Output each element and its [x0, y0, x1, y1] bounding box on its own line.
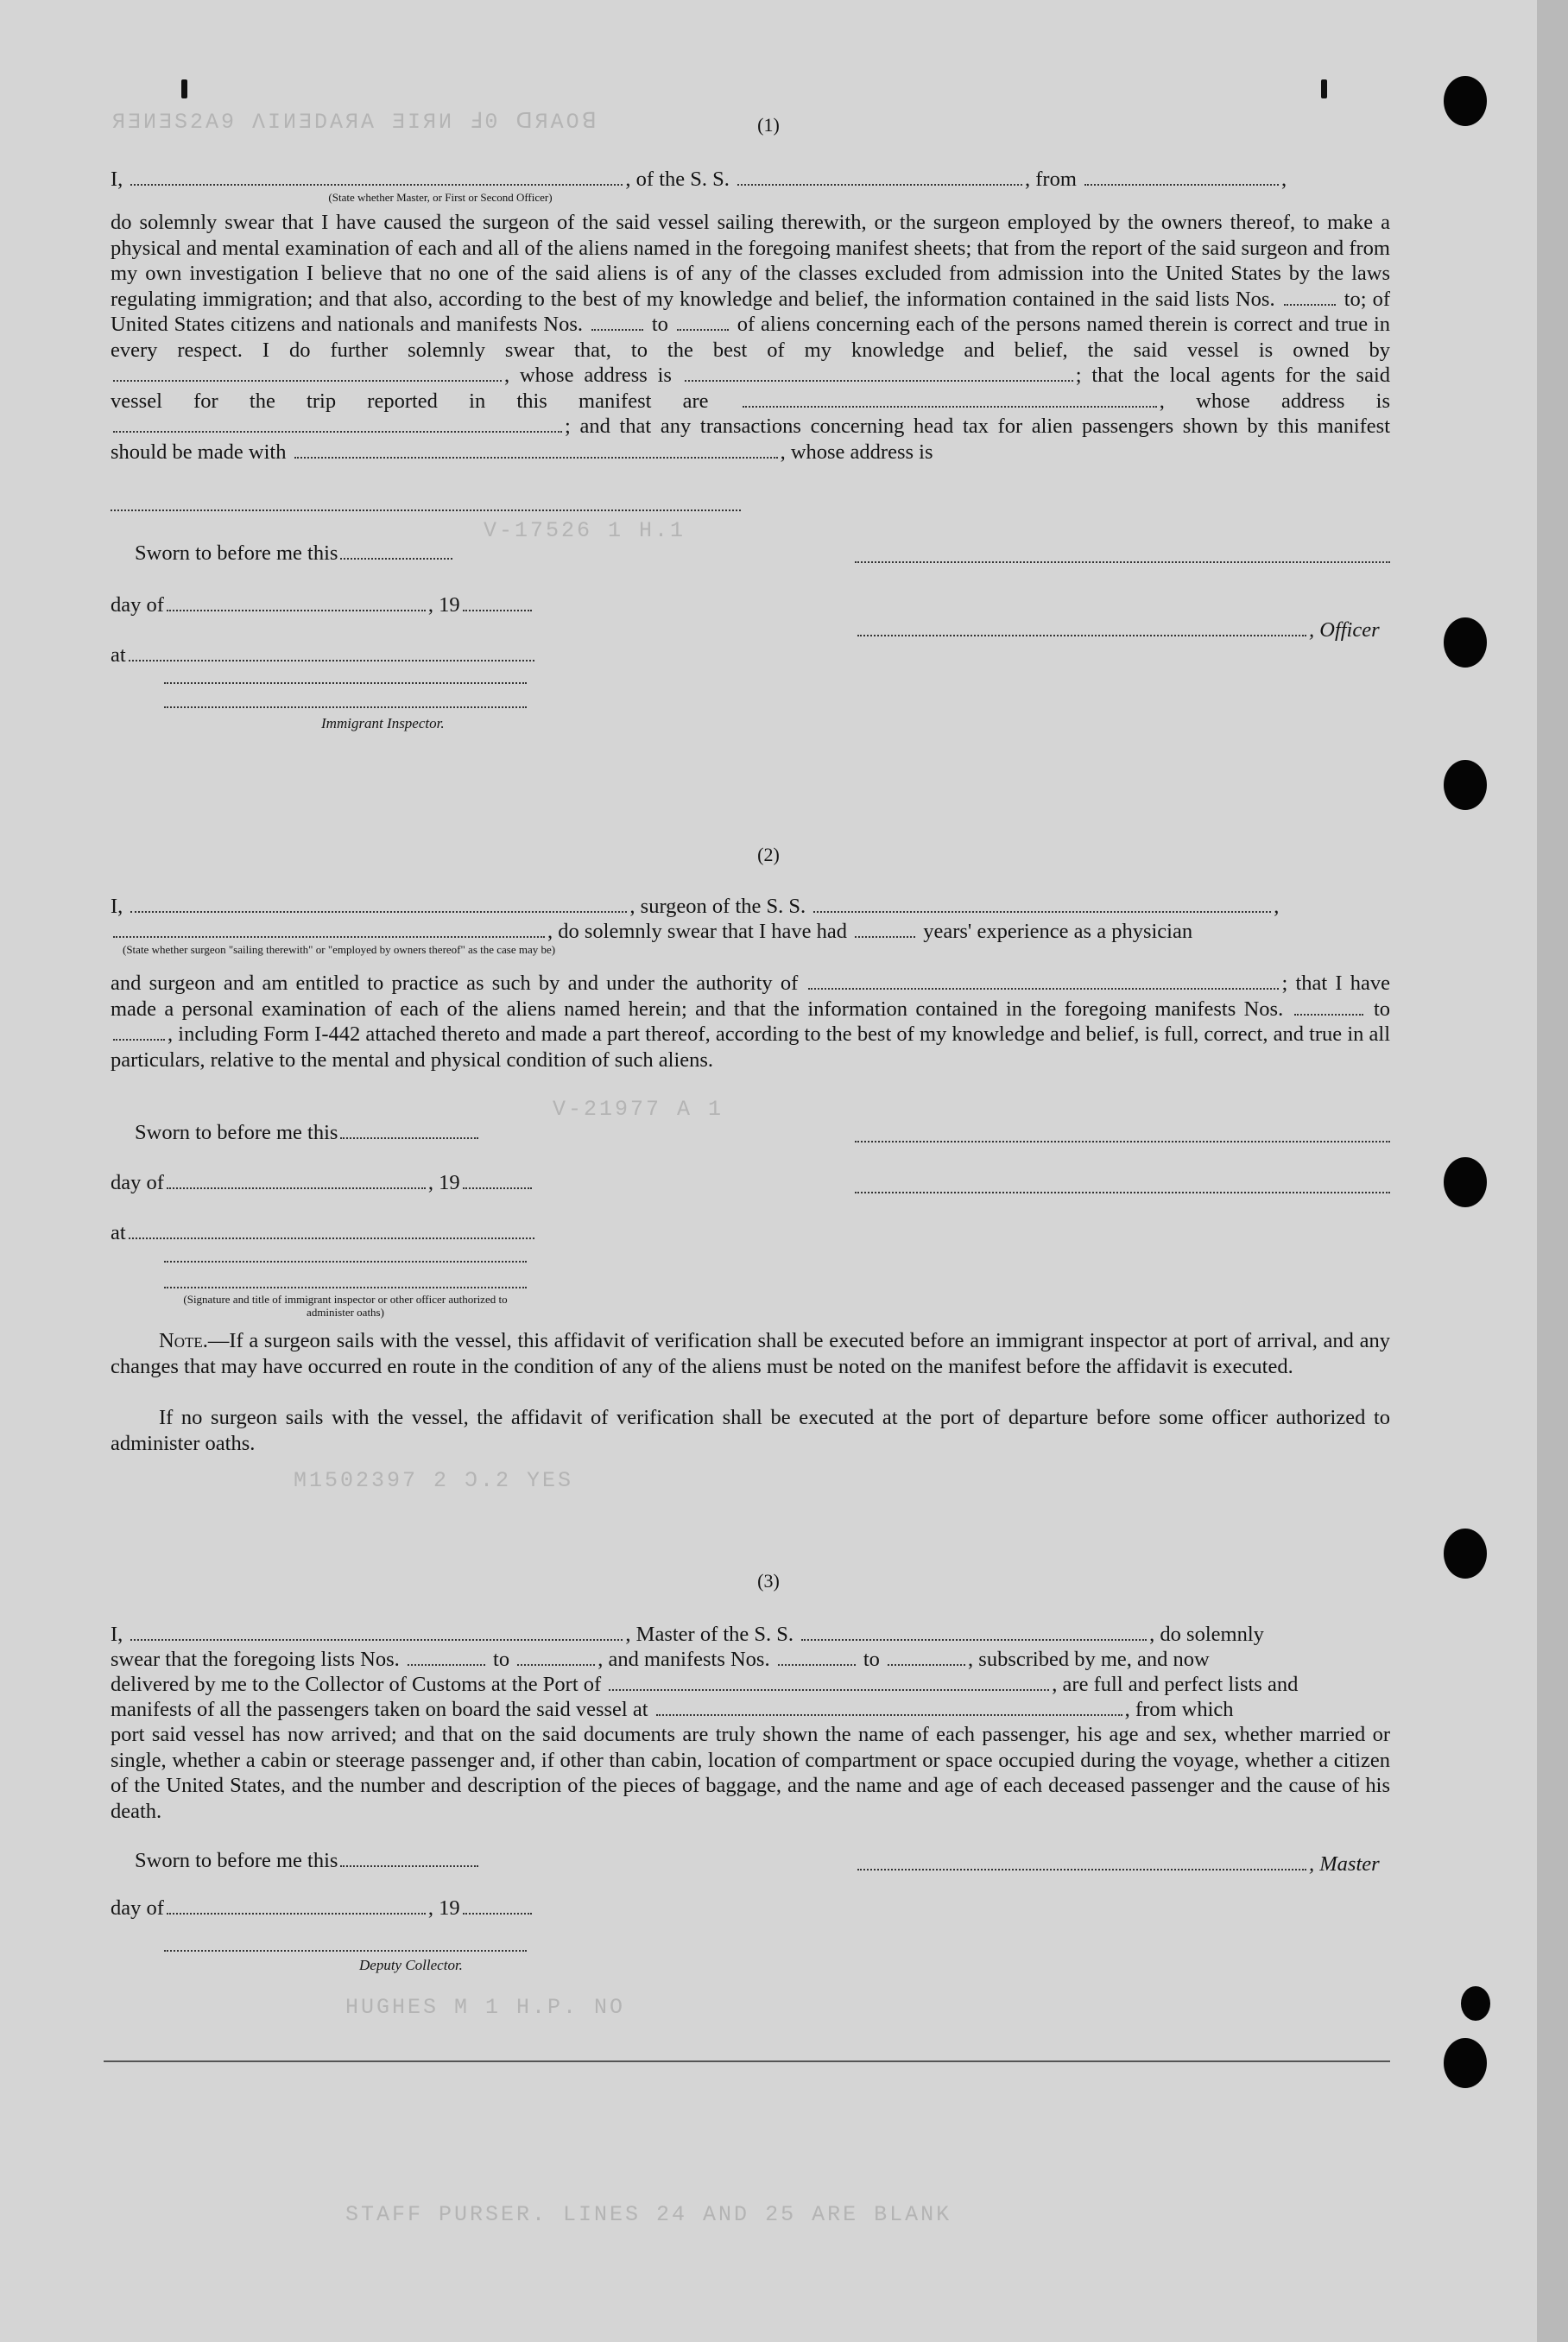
deputy-caption: Deputy Collector. — [359, 1957, 463, 1973]
punch-hole — [1444, 2038, 1487, 2088]
punch-hole — [1461, 1986, 1490, 2021]
registration-mark — [181, 79, 187, 98]
affidavit-body-3: port said vessel has now arrived; and that on the said documents are truly shown the name of each passenger, his age and sex, whether married or single, whether a cabin or steerage passenger and, if other than cabin, location of compartment or space occupied during the voyage, whether a citizen of the United States, and the number and description of the pieces of baggage, and the name and age of each deceased passenger and the cause of his death. — [111, 1723, 1390, 1823]
section-number: (3) — [757, 1570, 780, 1592]
note-paragraph: Note.—If a surgeon sails with the vessel, this affidavit of verification shall be executed before an immigrant inspector at port of arrival, and any changes that may have occurred en route in the condition of any of the aliens must be noted on the manifest before the affidavit is executed. — [111, 1329, 1390, 1378]
day-of-text: day of , 19 — [111, 1171, 534, 1195]
registration-mark — [1321, 79, 1327, 98]
lists-line: swear that the foregoing lists Nos. to , and manifests Nos. to , subscribed by me, and now — [111, 1648, 1210, 1671]
signature-caption: (Signature and title of immigrant inspector or other officer authorized to administer oaths) — [183, 1293, 508, 1319]
taken-on-board-line: manifests of all the passengers taken on board the said vessel at , from which — [111, 1698, 1234, 1721]
signature-line — [855, 561, 1390, 563]
sworn-text: Sworn to before me this — [135, 1849, 481, 1873]
sworn-text: Sworn to before me this — [135, 541, 455, 566]
inspector-caption: Immigrant Inspector. — [321, 715, 445, 731]
bleed-through: V-21977 A 1 — [553, 1097, 724, 1122]
officer-line: I, , of the S. S. , from , — [111, 168, 1287, 191]
punch-hole — [1444, 617, 1487, 668]
signature-line-2 — [855, 1192, 1390, 1193]
officer-signature: , Officer — [855, 618, 1380, 642]
at-text: at — [111, 643, 537, 668]
note-paragraph-2: If no surgeon sails with the vessel, the affidavit of verification shall be executed at the port of departure before some officer authorized to administer oaths. — [111, 1406, 1390, 1455]
bleed-through: ЯƎИƎS2A9 ɅIИƎDAЯA ƎIЯИ Ⅎ0 ꓷЯAOꓭ — [112, 110, 599, 135]
day-of-text: day of , 19 — [111, 593, 534, 617]
experience-line: , do solemnly swear that I have had years' experience as a physician — [111, 919, 1390, 945]
bleed-through: V-17526 1 H.1 — [484, 518, 686, 543]
surgeon-line: I, , surgeon of the S. S. , — [111, 895, 1280, 918]
inspector-line — [164, 682, 527, 684]
collector-line: delivered by me to the Collector of Customs at the Port of , are full and perfect lists and — [111, 1673, 1299, 1696]
inspector-line-2 — [164, 706, 527, 708]
surgeon-note: (State whether surgeon "sailing therewith" or "employed by owners thereof" as the case may be) — [123, 943, 556, 956]
bleed-through: M1502397 2 Ɔ.2 YES — [294, 1468, 574, 1493]
punch-hole — [1444, 760, 1487, 810]
punch-hole — [1444, 1157, 1487, 1207]
inspector-line — [164, 1261, 527, 1263]
bleed-through: HUGHES M 1 H.P. NO — [345, 1995, 626, 2020]
bottom-rule — [104, 2060, 1390, 2062]
inspector-line-2 — [164, 1287, 527, 1288]
section-number: (2) — [757, 844, 780, 865]
signature-line — [855, 1141, 1390, 1143]
officer-note: (State whether Master, or First or Second Officer) — [328, 191, 553, 204]
master-line: I, , Master of the S. S. , do solemnly — [111, 1623, 1264, 1646]
affidavit-body-2: and surgeon and am entitled to practice as such by and under the authority of ; that I have made a personal examination of each of the aliens named herein; and that the information contained in the foregoing manifests Nos. to , including Form I-442 attached thereto and made a part thereof, according to the best of my knowledge and belief, is full, correct, and true in all particulars, relative to the mental and physical condition of such aliens. — [111, 972, 1391, 1072]
master-signature: , Master — [855, 1852, 1380, 1877]
collector-line — [164, 1950, 527, 1952]
affidavit-body-1: do solemnly swear that I have caused the surgeon of the said vessel sailing therewith, or the surgeon employed by the owners thereof, to make a physical and mental examination of each and all of the aliens named in the foregoing manifest sheets; that from the report of the said surgeon and from my own investigation I believe that no one of the said aliens is of any of the classes excluded from admission into the United States by the laws regulating immigration; and that also, according to the best of my knowledge and belief, the information contained in the said lists Nos. to; of United States citizens and nationals and manifests Nos. to of aliens concerning each of the persons named therein is correct and true in every respect. I do further solemnly swear that, to the best of my knowledge and belief, the said vessel is owned by , whose address is ; that the local agents for the said vessel for the trip reported in this manifest are , whose address is ; and that any transactions concerning head tax for alien passengers shown by this manifest should be made with , whose address is — [111, 211, 1391, 464]
address-line — [111, 510, 741, 511]
bleed-through: STAFF PURSER. LINES 24 AND 25 ARE BLANK — [345, 2202, 952, 2227]
section-number: (1) — [757, 114, 780, 136]
at-text: at — [111, 1221, 537, 1245]
sworn-text: Sworn to before me this — [135, 1121, 481, 1145]
day-of-text: day of , 19 — [111, 1896, 534, 1921]
